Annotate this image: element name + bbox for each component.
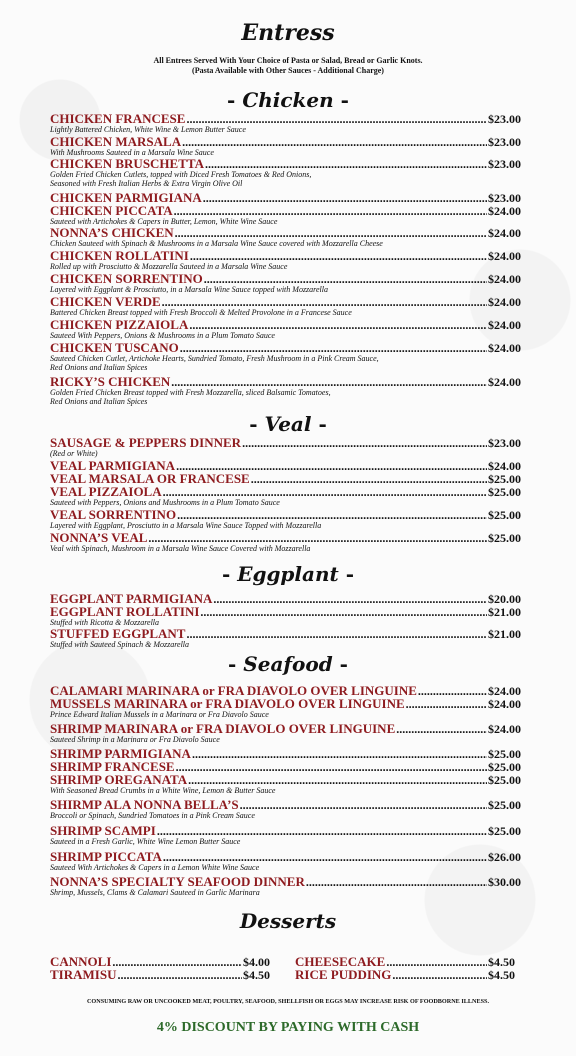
menu-item: CHICKEN PIZZAIOLA ..... $24.00 Sauteed With Peppers, Onions & Mushrooms in a Plum Tomato Sauce — [50, 318, 521, 340]
dessert-item: CHEESECAKE ..... $4.50 — [295, 955, 515, 968]
menu-item: VEAL MARSALA OR FRANCESE ..... $25.00 — [50, 472, 521, 485]
menu-item: SHRIMP SCAMPI ..... $25.00 Sauteed in a Fresh Garlic, White Wine Lemon Butter Sauce — [50, 824, 521, 846]
entrees-note: All Entrees Served With Your Choice of Pasta or Salad, Bread or Garlic Knots. — [153, 56, 423, 65]
menu-item: SHRIMP FRANCESE ..... $25.00 — [50, 760, 521, 773]
section-chicken: - Chicken - — [227, 88, 349, 112]
entrees-title: Entress — [241, 20, 335, 46]
dessert-item: CANNOLI ..... $4.00 — [50, 955, 270, 968]
menu-item: CHICKEN PARMIGIANA ..... $23.00 — [50, 191, 521, 204]
menu-item: VEAL SORRENTINO ..... $25.00 Layered with Eggplant, Prosciutto in a Marsala Wine Sauce Topped with Mozzarella — [50, 508, 521, 530]
menu-item: SHRIMP MARINARA or FRA DIAVOLO OVER LINGUINE ..... $24.00 Sauteed Shrimp in a Marinara or Fra Diavolo Sauce — [50, 722, 521, 744]
menu-item: VEAL PARMIGIANA ..... $24.00 — [50, 459, 521, 472]
section-eggplant: - Eggplant - — [221, 562, 355, 586]
menu-item: NONNA’S VEAL ..... $25.00 Veal with Spinach, Mushroom in a Marsala Wine Sauce Covered with Mozzarella — [50, 531, 521, 553]
menu-item: CHICKEN ROLLATINI ..... $24.00 Rolled up with Prosciutto & Mozzarella Sauteed in a Marsala Wine Sauce — [50, 249, 521, 271]
menu-item: CHICKEN VERDE ..... $24.00 Battered Chicken Breast topped with Fresh Broccoli & Melted Provolone in a Francese Sauce — [50, 295, 521, 317]
menu-item: MUSSELS MARINARA or FRA DIAVOLO OVER LINGUINE ..... $24.00 Prince Edward Italian Mussels in a Marinara or Fra Diavolo Sauce — [50, 697, 521, 719]
menu-item: EGGPLANT ROLLATINI ..... $21.00 Stuffed with Ricotta & Mozzarella — [50, 605, 521, 627]
menu-item: EGGPLANT PARMIGIANA ..... $20.00 — [50, 592, 521, 605]
menu-item: STUFFED EGGPLANT ..... $21.00 Stuffed with Sauteed Spinach & Mozzarella — [50, 627, 521, 649]
food-safety-warning: CONSUMING RAW OR UNCOOKED MEAT, POULTRY, SEAFOOD, SHELLFISH OR EGGS MAY INCREASE RISK OF FOODBORNE ILLNESS. — [86, 998, 490, 1005]
menu-item: CHICKEN FRANCESE ..... $23.00 Lightly Battered Chicken, White Wine & Lemon Butter Sauce — [50, 112, 521, 134]
menu-item: NONNA’S SPECIALTY SEAFOOD DINNER ..... $30.00 Shrimp, Mussels, Clams & Calamari Sauteed in Garlic Marinara — [50, 875, 521, 897]
menu-item: SHRIMP OREGANATA ..... $25.00 With Seasoned Bread Crumbs in a White Wine, Lemon & Butter Sauce — [50, 773, 521, 795]
pasta-note: (Pasta Available with Other Sauces - Additional Charge) — [192, 66, 384, 75]
menu-item: CHICKEN MARSALA ..... $23.00 With Mushrooms Sauteed in a Marsala Wine Sauce — [50, 135, 521, 157]
cash-discount: 4% DISCOUNT BY PAYING WITH CASH — [156, 1020, 420, 1035]
menu-item: SHRIMP PARMIGIANA ..... $25.00 — [50, 747, 521, 760]
menu-item: CALAMARI MARINARA or FRA DIAVOLO OVER LINGUINE ..... $24.00 — [50, 684, 521, 697]
menu-item: CHICKEN TUSCANO ..... $24.00 Sauteed Chicken Cutlet, Artichoke Hearts, Sundried Tomato, Fresh Mushroom in a Pink Cream Sauce, Red Onions and Italian Spices — [50, 341, 521, 372]
menu-item: VEAL PIZZAIOLA ..... $25.00 Sauteed with Peppers, Onions and Mushrooms in a Plum Tomato Sauce — [50, 485, 521, 507]
menu-item: RICKY’S CHICKEN ..... $24.00 Golden Fried Chicken Breast topped with Fresh Mozzarella, sliced Balsamic Tomatoes, Red Onions and Italian Spices — [50, 375, 521, 406]
section-seafood: - Seafood - — [228, 652, 348, 676]
menu-item: NONNA’S CHICKEN ..... $24.00 Chicken Sauteed with Spinach & Mushrooms in a Marsala Wine Sauce covered with Mozzarella Cheese — [50, 226, 521, 248]
menu-item: CHICKEN BRUSCHETTA ..... $23.00 Golden Fried Chicken Cutlets, topped with Diced Fresh Tomatoes & Red Onions, Seasoned with Fresh Italian Herbs & Extra Virgin Olive Oil — [50, 157, 521, 188]
dessert-item: RICE PUDDING ..... $4.50 — [295, 968, 515, 981]
menu-item: SAUSAGE & PEPPERS DINNER ..... $23.00 (Red or White) — [50, 436, 521, 458]
menu-item: CHICKEN SORRENTINO ..... $24.00 Layered with Eggplant & Prosciutto, in a Marsala Wine Sauce topped with Mozzarella — [50, 272, 521, 294]
dessert-item: TIRAMISU ..... $4.50 — [50, 968, 270, 981]
section-veal: - Veal - — [249, 412, 327, 436]
menu-item: SHIRMP ALA NONNA BELLA’S ..... $25.00 Broccoli or Spinach, Sundried Tomatoes in a Pink Cream Sauce — [50, 798, 521, 820]
menu-item: CHICKEN PICCATA ..... $24.00 Sauteed with Artichokes & Capers in Butter, Lemon, White Wine Sauce — [50, 204, 521, 226]
section-desserts: Desserts — [239, 909, 337, 933]
menu-item: SHRIMP PICCATA ..... $26.00 Sauteed With Artichokes & Capers in a Lemon White Wine Sauce — [50, 850, 521, 872]
